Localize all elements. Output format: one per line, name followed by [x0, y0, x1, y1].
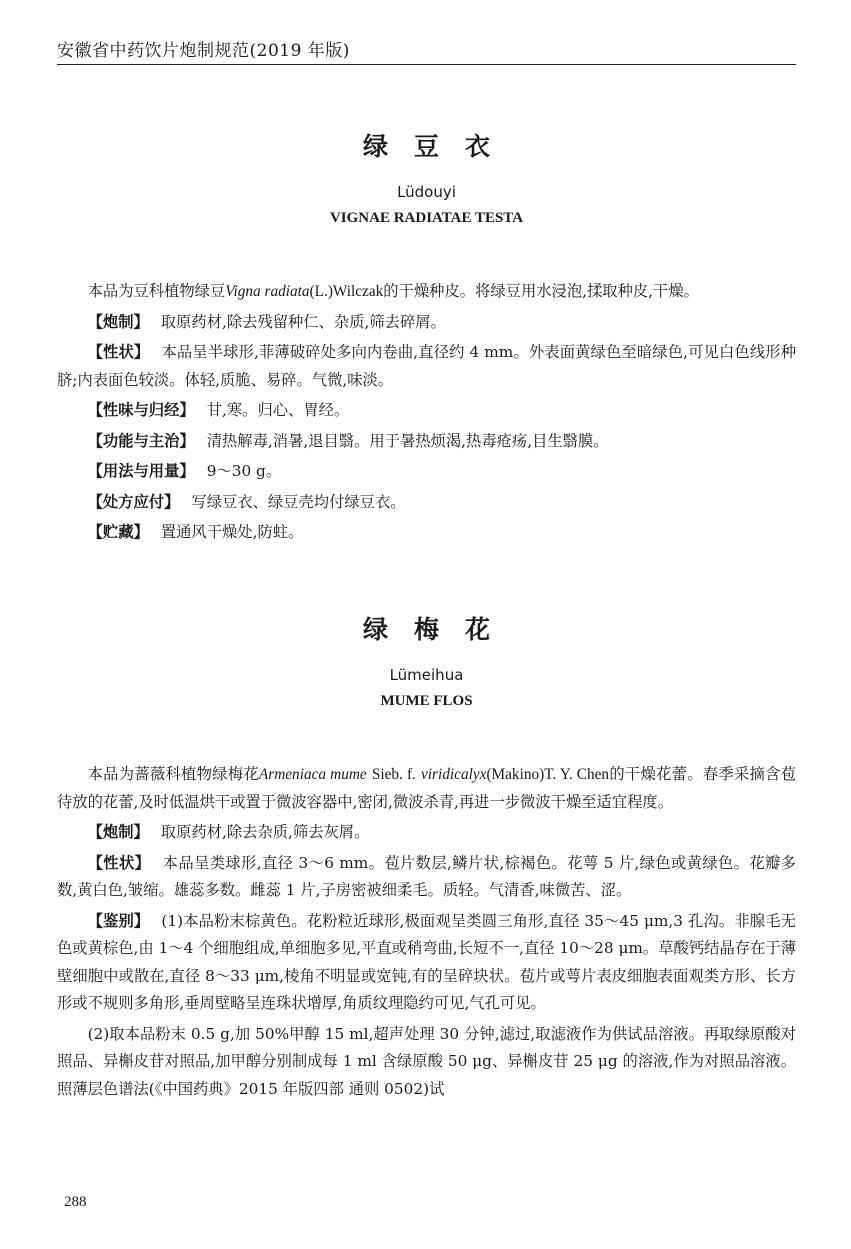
intro-paragraph: [57, 761, 796, 816]
item-functions: [57, 428, 796, 456]
entry-lvdouyi: [57, 132, 796, 547]
item-label: 【贮藏】: [87, 523, 149, 541]
author-name: (Makino)T. Y. Chen: [486, 766, 610, 783]
entry-title-pinyin: Lüdouyi: [397, 183, 456, 201]
intro-text: 本品为蔷薇科植物绿梅花: [87, 765, 259, 783]
species-name: Vigna radiata: [225, 283, 310, 300]
item-text: 置通风干燥处,防蛀。: [160, 523, 304, 541]
entry-body: [57, 761, 796, 1103]
running-header: 安徽省中药饮片炮制规范(2019 年版): [57, 41, 350, 61]
item-description: [57, 850, 796, 905]
item-dosage: [57, 458, 796, 486]
intro-paragraph: [57, 278, 796, 306]
entry-body: [57, 278, 796, 547]
item-label: 【炮制】: [87, 823, 149, 841]
item-identification: [57, 908, 796, 1018]
item-label: 【用法与用量】: [87, 462, 195, 480]
item-text: (1)本品粉末棕黄色。花粉粒近球形,极面观呈类圆三角形,直径 35～45 μm,3 孔沟。非腺毛无色或黄棕色,由 1～4 个细胞组成,单细胞多见,平直或稍弯曲,长短不一,直径 10～28 μm。草酸钙结晶存在于薄壁细胞中或散在,直径 8～33 μm,棱角不明显或宽钝,有的呈碎块状。苞片或萼片表皮细胞表面观类方形、长方形或不规则多角形,垂周壁略呈连珠状增厚,角质纹理隐约可见,气孔可见。: [57, 911, 796, 1012]
identification-continuation: (2)取本品粉末 0.5 g,加 50%甲醇 15 ml,超声处理 30 分钟,滤过,取滤液作为供试品溶液。再取绿原酸对照品、异槲皮苷对照品,加甲醇分别制成每 1 ml 含绿原酸 50 μg、异槲皮苷 25 μg 的溶液,作为对照品溶液。照薄层色谱法(《中国药典》2015 年版四部 通则 0502)试: [57, 1024, 796, 1098]
item-description: [57, 339, 796, 394]
entry-title-cn: 绿豆衣: [362, 132, 516, 161]
item-processing: [57, 309, 796, 337]
item-text: 本品呈类球形,直径 3～6 mm。苞片数层,鳞片状,棕褐色。花萼 5 片,绿色或黄绿色。花瓣多数,黄白色,皱缩。雄蕊多数。雌蕊 1 片,子房密被细柔毛。质轻。气清香,味微苦、涩。: [57, 853, 796, 899]
item-label: 【性状】: [87, 853, 151, 872]
intro-text: 的干燥种皮。将绿豆用水浸泡,揉取种皮,干燥。: [383, 282, 699, 300]
item-property-meridian: [57, 397, 796, 425]
author-name: (L.)Wilczak: [309, 283, 384, 300]
item-processing: [57, 819, 796, 847]
item-text: 取原药材,除去残留种仁、杂质,筛去碎屑。: [160, 312, 446, 331]
item-prescription: [57, 489, 796, 517]
item-label: 【功能与主治】: [87, 431, 195, 450]
entry-title-pinyin: Lümeihua: [389, 666, 464, 684]
species-name: Armeniaca mume: [258, 766, 367, 783]
entry-title-latin: MUME FLOS: [380, 693, 473, 709]
author-name: Sieb. f.: [371, 766, 416, 783]
item-text: 取原药材,除去杂质,筛去灰屑。: [160, 823, 370, 841]
item-text: 甘,寒。归心、胃经。: [206, 401, 350, 419]
item-label: 【性状】: [87, 343, 150, 361]
entry-lvmeihua: [57, 615, 796, 1103]
item-text: 本品呈半球形,菲薄破碎处多向内卷曲,直径约 4 mm。外表面黄绿色至暗绿色,可见白色线形种脐;内表面色较淡。体轻,质脆、易碎。气微,味淡。: [57, 343, 796, 389]
intro-text: 的干燥花蕾。春季采摘含苞待放的花蕾,及时低温烘干或置于微波容器中,密闭,微波杀青,再进一步微波干燥至适宜程度。: [57, 765, 796, 811]
entry-title-latin: VIGNAE RADIATAE TESTA: [329, 210, 524, 226]
item-label: 【处方应付】: [87, 492, 180, 511]
header-rule: [57, 64, 796, 65]
item-text: 写绿豆衣、绿豆壳均付绿豆衣。: [191, 492, 406, 511]
entry-title-cn: 绿梅花: [362, 615, 516, 644]
item-storage: [57, 519, 796, 547]
item-label: 【炮制】: [87, 312, 149, 331]
item-label: 【性味与归经】: [87, 401, 195, 419]
item-label: 【鉴别】: [87, 911, 150, 930]
item-text: 清热解毒,消暑,退目翳。用于暑热烦渴,热毒疮疡,目生翳膜。: [206, 431, 609, 450]
variety-name: viridicalyx: [421, 766, 487, 783]
page-number: 288: [64, 1194, 87, 1210]
item-text: 9～30 g。: [206, 462, 282, 480]
intro-text: 本品为豆科植物绿豆: [87, 282, 226, 300]
